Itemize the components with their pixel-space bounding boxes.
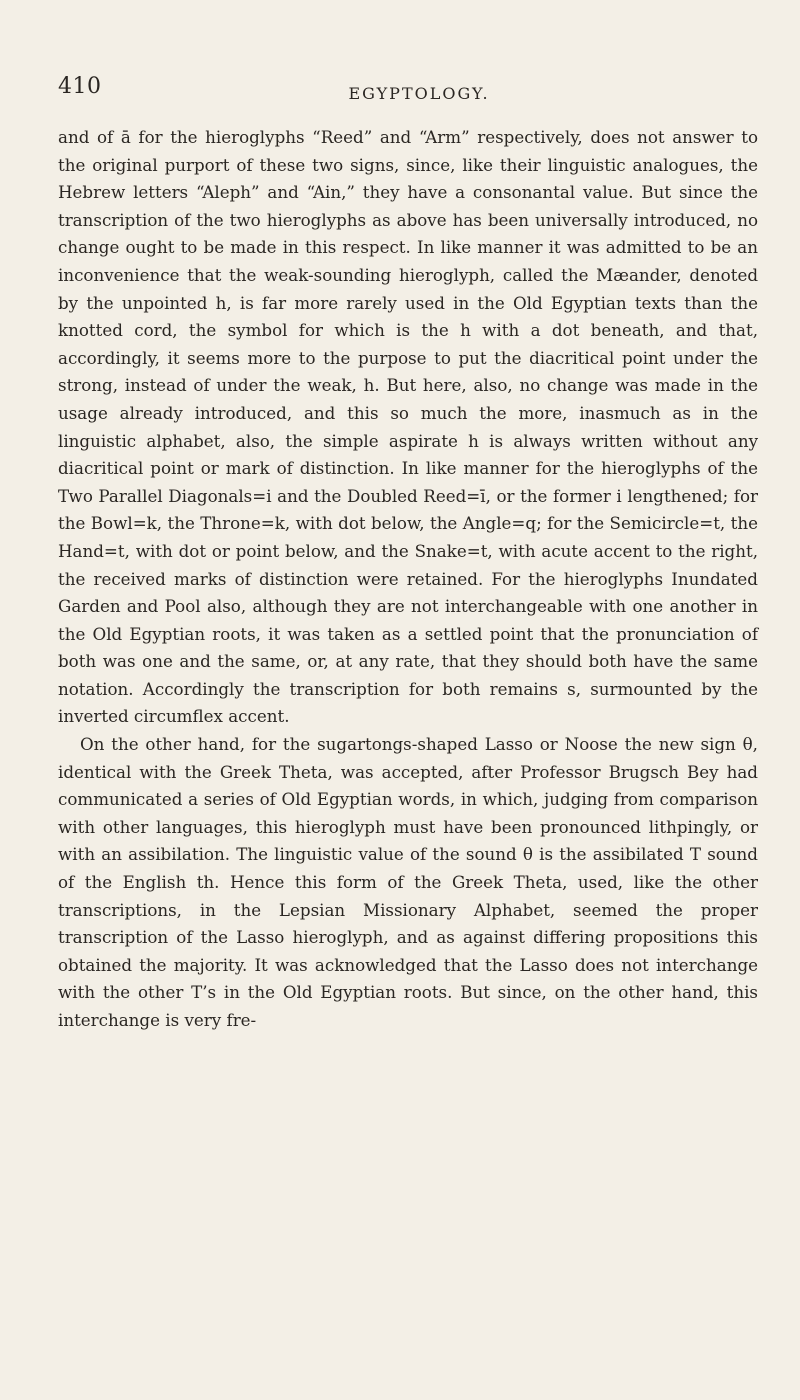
paragraph: On the other hand, for the sugartongs-shaped Lasso or Noose the new sign θ, identical with the Greek Theta, was accepted, after Professor Brugsch Bey had communicated a series of Old Egyptian words, in which, judging from comparison with other languages, this hieroglyph must have been pronounced lithpingly, or with an assibilation. The linguistic value of the sound θ is the assibilated T sound of the English th. Hence this form of the Greek Theta, used, like the other transcriptions, in the Lepsian Missionary Alphabet, seemed the proper transcription of the Lasso hieroglyph, and as against differing propositions this obtained the majority. It was acknowledged that the Lasso does not interchange with the other T’s in the Old Egyptian roots. But since, on the other hand, this interchange is very fre-	[58, 734, 758, 1030]
paragraph: and of ā for the hieroglyphs “Reed” and “Arm” respectively, does not answer to the original purport of these two signs, since, like their linguistic analogues, the Hebrew letters “Aleph” and “Ain,” they have a consonantal value. But since the transcription of the two hieroglyphs as above has been universally introduced, no change ought to be made in this respect. In like manner it was admitted to be an inconvenience that the weak-sounding hieroglyph, called the Mæander, denoted by the unpointed h, is far more rarely used in the Old Egyptian texts than the knotted cord, the symbol for which is the h with a dot beneath, and that, accordingly, it seems more to the purpose to put the diacritical point under the strong, instead of under the weak, h. But here, also, no change was made in the usage already introduced, and this so much the more, inasmuch as in the linguistic alphabet, also, the simple aspirate h is always written without any diacritical point or mark of distinction. In like manner for the hieroglyphs of the Two Parallel Diagonals=i and the Doubled Reed=ī, or the former i lengthened; for the Bowl=k, the Throne=k, with dot below, the Angle=q; for the Semicircle=t, the Hand=t, with dot or point below, and the Snake=t, with acute accent to the right, the received marks of distinction were retained. For the hieroglyphs Inundated Garden and Pool also, although they are not interchangeable with one another in the Old Egyptian roots, it was taken as a settled point that the pronunciation of both was one and the same, or, at any rate, that they should both have the same notation. Accordingly the transcription for both remains s, surmounted by the inverted circumflex accent.	[58, 127, 758, 727]
body-text	[58, 124, 758, 1035]
page-number: 410	[58, 74, 102, 99]
running-head: EGYPTOLOGY.	[348, 84, 490, 103]
